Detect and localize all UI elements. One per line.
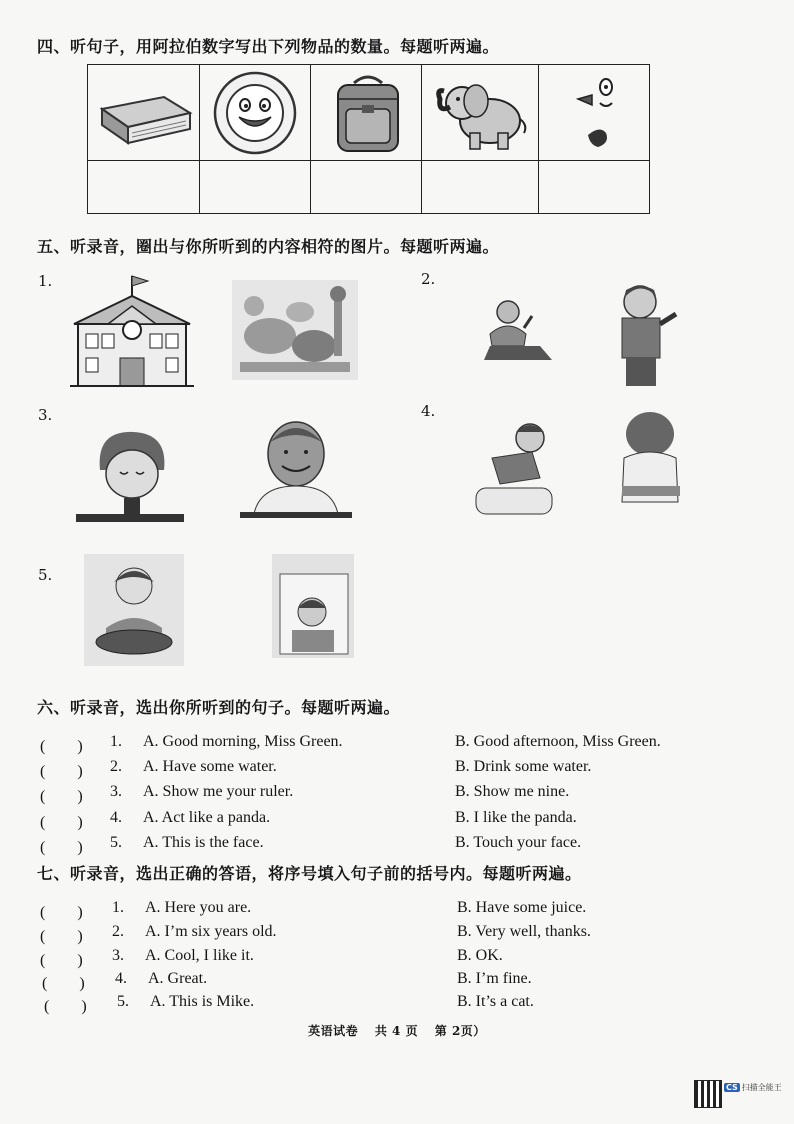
s6-option-b-1: B. Good afternoon, Miss Green. [455,733,661,750]
s6-option-b-3: B. Show me nine. [455,783,570,800]
s7-option-a-1: A. Here you are. [145,899,252,916]
s7-answer-blank-5[interactable]: ( ) [44,998,87,1015]
footer-subject: 英语试卷 [308,1024,359,1038]
s6-answer-blank-1[interactable]: ( ) [40,738,83,755]
s7-row-4: ( ) 4. A. Great. B. I’m fine. [42,970,532,992]
s7-row-5: ( ) 5. A. This is Mike. B. It’s a cat. [44,993,534,1015]
s6-row-2: ( ) 2. A. Have some water. B. Drink some water. [40,758,592,780]
book-icon [94,69,194,155]
s6-option-b-4: B. I like the panda. [455,809,577,826]
s6-row-5: ( ) 5. A. This is the face. B. Touch your face. [40,834,582,856]
s6-option-a-2: A. Have some water. [143,758,277,775]
boy-at-window-picture[interactable] [272,554,354,658]
s6-option-a-3: A. Show me your ruler. [143,783,294,800]
scattered-objects-icon [548,69,644,155]
s6-answer-blank-5[interactable]: ( ) [40,839,83,856]
s7-answer-blank-3[interactable]: ( ) [40,952,83,969]
s7-option-b-1: B. Have some juice. [457,899,587,916]
s6-option-a-4: A. Act like a panda. [143,809,271,826]
q5-2-number: 2. [421,270,436,288]
section6-title: 六、听录音，选出你所听到的句子。每题听两遍。 [37,698,401,717]
s7-option-b-3: B. OK. [457,947,503,964]
s7-row-3: ( ) 3. A. Cool, I like it. B. OK. [40,947,503,969]
school-bag-icon [318,69,418,155]
footer-total-pages: 共 4 页 [374,1024,419,1038]
s7-option-b-5: B. It’s a cat. [457,993,534,1010]
s7-option-a-2: A. I’m six years old. [145,923,277,940]
s7-answer-blank-1[interactable]: ( ) [40,904,83,921]
s6-row-3: ( ) 3. A. Show me your ruler. B. Show me nine. [40,783,570,805]
s7-option-a-4: A. Great. [148,970,208,987]
scanner-watermark: CS 扫描全能王 [726,1083,782,1092]
footer-page-number: 第 2页） [434,1024,486,1038]
s7-option-a-5: A. This is Mike. [150,993,255,1010]
girl-eyes-closed-picture[interactable] [76,424,184,524]
section7-title: 七、听录音，选出正确的答语，将序号填入句子前的括号内。每题听两遍。 [37,864,582,883]
boy-touching-knees-picture[interactable] [470,418,562,518]
s7-option-b-4: B. I’m fine. [457,970,532,987]
s6-option-b-2: B. Drink some water. [455,758,592,775]
s6-option-b-5: B. Touch your face. [455,834,582,851]
s6-row-1: ( ) 1. A. Good morning, Miss Green. B. Good afternoon, Miss Green. [40,733,661,755]
smiling-plate-icon [205,69,305,155]
section4-title: 四、听句子，用阿拉伯数字写出下列物品的数量。每题听两遍。 [37,37,500,56]
q5-4-number: 4. [421,402,436,420]
elephant-icon [428,69,532,157]
s6-option-a-5: A. This is the face. [143,834,264,851]
section5-title: 五、听录音，圈出与你所听到的内容相符的图片。每题听两遍。 [37,237,500,256]
counting-table [87,64,650,214]
child-sitting-picture[interactable] [470,294,556,364]
s6-answer-blank-2[interactable]: ( ) [40,763,83,780]
q5-1-number: 1. [38,272,53,290]
q5-3-number: 3. [38,406,53,424]
s7-row-1: ( ) 1. A. Here you are. B. Have some juice. [40,899,587,921]
s7-answer-blank-2[interactable]: ( ) [40,928,83,945]
s7-row-2: ( ) 2. A. I’m six years old. B. Very well, thanks. [40,923,591,945]
s6-option-a-1: A. Good morning, Miss Green. [143,733,343,750]
school-building-picture[interactable] [70,274,194,390]
boy-smiling-picture[interactable] [240,414,352,520]
s7-answer-blank-4[interactable]: ( ) [42,975,85,992]
s6-row-4: ( ) 4. A. Act like a panda. B. I like the panda. [40,809,577,831]
page-footer [0,1022,794,1039]
qr-code-icon [694,1080,722,1108]
girl-back-view-picture[interactable] [616,406,686,510]
s6-answer-blank-3[interactable]: ( ) [40,788,83,805]
scanner-logo-icon: CS [726,1083,738,1092]
s6-answer-blank-4[interactable]: ( ) [40,814,83,831]
q5-5-number: 5. [38,566,53,584]
zoo-animals-picture[interactable] [230,276,360,384]
s7-option-b-2: B. Very well, thanks. [457,923,591,940]
s7-option-a-3: A. Cool, I like it. [145,947,254,964]
boy-standing-picture[interactable] [598,278,688,390]
girl-with-cake-picture[interactable] [84,554,184,666]
